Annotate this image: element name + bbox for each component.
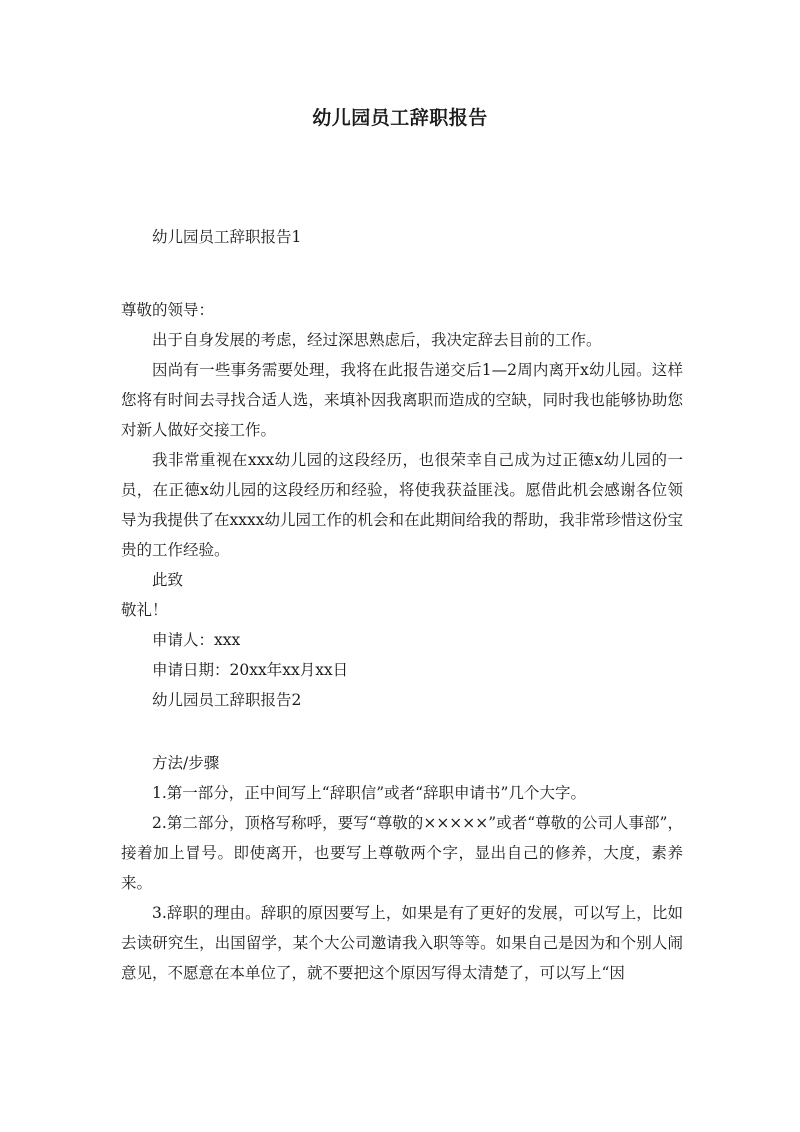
step-1: 1.第一部分，正中间写上“辞职信”或者“辞职申请书”几个大字。 xyxy=(152,784,586,802)
method-heading: 方法/步骤 xyxy=(152,754,220,772)
paragraph-1: 出于自身发展的考虑，经过深思熟虑后，我决定辞去目前的工作。 xyxy=(152,331,602,349)
step-3: 3.辞职的理由。辞职的原因要写上，如果是有了更好的发展，可以写上，比如去读研究生，出国留学，某个大公司邀请我入职等等。如果自己是因为和个别人闹意见，不愿意在本单位了，就不要把这个原因写得太清楚了，可以写上“因 xyxy=(121,904,683,982)
paragraph-3: 我非常重视在xxx幼儿园的这段经历，也很荣幸自己成为过正德x幼儿园的一员，在正德x幼儿园的这段经历和经验，将使我获益匪浅。愿借此机会感谢各位领导为我提供了在xxxx幼儿园工作的机会和在此期间给我的帮助，我非常珍惜这份宝贵的工作经验。 xyxy=(121,451,683,559)
document-body xyxy=(121,222,683,988)
section-heading-2: 幼儿园员工辞职报告2 xyxy=(152,691,302,709)
date-line: 申请日期：20xx年xx月xx日 xyxy=(152,661,349,679)
section-heading-1: 幼儿园员工辞职报告1 xyxy=(152,228,302,246)
document-title: 幼儿园员工辞职报告 xyxy=(312,107,488,129)
salutation: 尊敬的领导： xyxy=(121,301,215,319)
paragraph-2: 因尚有一些事务需要处理，我将在此报告递交后1—2周内离开x幼儿园。这样您将有时间去寻找合适人选，来填补因我离职而造成的空缺，同时我也能够协助您对新人做好交接工作。 xyxy=(121,361,683,439)
step-2: 2.第二部分，顶格写称呼，要写“尊敬的×××××”或者“尊敬的公司人事部”，接着加上冒号。即使离开，也要写上尊敬两个字，显出自己的修养，大度，素养来。 xyxy=(121,814,683,892)
closing-salute: 敬礼！ xyxy=(121,601,168,619)
applicant-line: 申请人：xxx xyxy=(152,631,241,649)
closing-regards: 此致 xyxy=(152,571,184,589)
